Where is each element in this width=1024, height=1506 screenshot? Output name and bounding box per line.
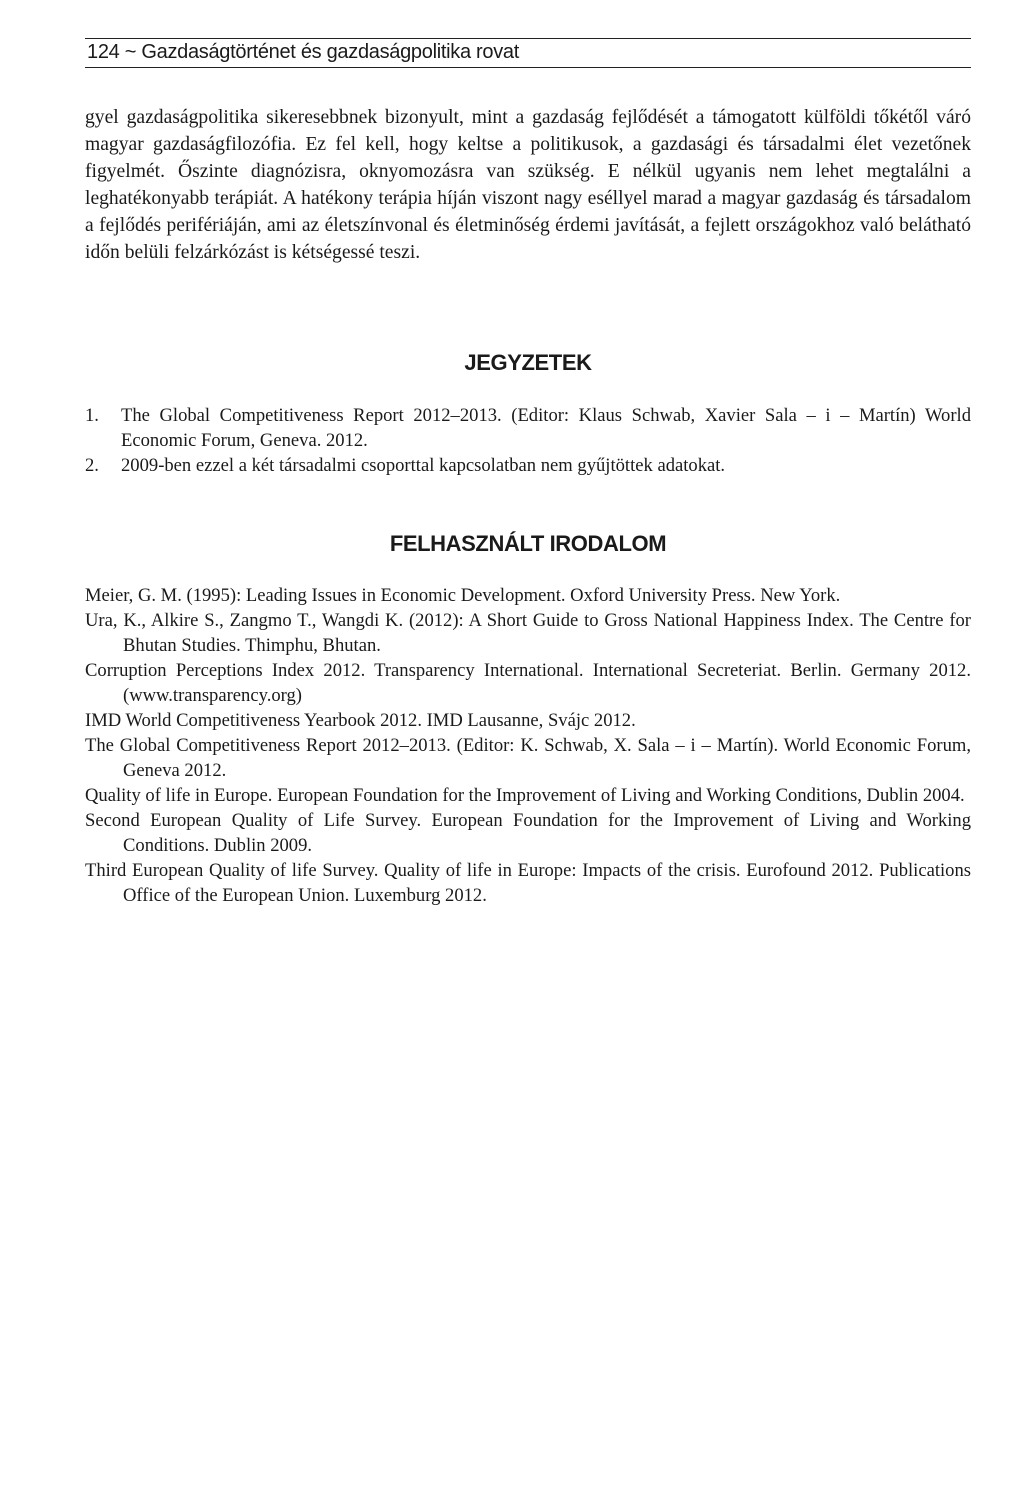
reference-item: The Global Competitiveness Report 2012–2013. (Editor: K. Schwab, X. Sala – i – Martín). World Economic Forum, Geneva 2012. [85, 735, 971, 781]
reference-item: Meier, G. M. (1995): Leading Issues in Economic Development. Oxford University Press. New York. [85, 585, 841, 606]
reference-item: Ura, K., Alkire S., Zangmo T., Wangdi K. (2012): A Short Guide to Gross National Happiness Index. The Centre for Bhutan Studies. Thimphu, Bhutan. [85, 610, 971, 656]
body-paragraph: gyel gazdaságpolitika sikeresebbnek bizonyult, mint a gazdaság fejlődését a támogatott külföldi tőkétől váró magyar gazdaságfilozófia. Ez fel kell, hogy keltse a politikusok, a gazdasági és társadalmi élet vezetőnek figyelmét. Őszinte diagnózisra, oknyomozásra van szükség. E nélkül ugyanis nem lehet megtalálni a leghatékonyabb terápiát. A hatékony terápia híján viszont nagy eséllyel marad a magyar gazdaság és társadalom a fejlődés perifériáján, ami az életszínvonal és életminőség érdemi javítását, a fejlett országokhoz való belátható időn belüli felzárkózást is kétségessé teszi. [85, 107, 971, 263]
note-item [85, 403, 971, 453]
note-text: The Global Competitiveness Report 2012–2013. (Editor: Klaus Schwab, Xavier Sala – i – Martín) World Economic Forum, Geneva. 2012. [121, 405, 971, 451]
reference-item: Corruption Perceptions Index 2012. Transparency International. International Secreteriat. Berlin. Germany 2012. (www.transparency.org) [85, 660, 971, 706]
reference-item: Quality of life in Europe. European Foundation for the Improvement of Living and Working Conditions, Dublin 2004. [85, 785, 965, 806]
notes-heading: JEGYZETEK [464, 350, 592, 375]
note-text: 2009-ben ezzel a két társadalmi csoporttal kapcsolatban nem gyűjtöttek adatokat. [121, 455, 726, 476]
references-heading: FELHASZNÁLT IRODALOM [389, 531, 667, 556]
running-header: 124 ~ Gazdaságtörténet és gazdaságpolitika rovat [85, 38, 971, 68]
reference-item: IMD World Competitiveness Yearbook 2012. IMD Lausanne, Svájc 2012. [85, 710, 636, 731]
note-number: 2. [85, 455, 99, 476]
note-item [85, 453, 971, 478]
notes-list [85, 403, 971, 478]
note-number: 1. [85, 405, 99, 426]
references-list [85, 583, 971, 908]
reference-item: Second European Quality of Life Survey. European Foundation for the Improvement of Living and Working Conditions. Dublin 2009. [85, 810, 971, 856]
reference-item: Third European Quality of life Survey. Quality of life in Europe: Impacts of the crisis. Eurofound 2012. Publications Office of the European Union. Luxemburg 2012. [85, 860, 971, 906]
